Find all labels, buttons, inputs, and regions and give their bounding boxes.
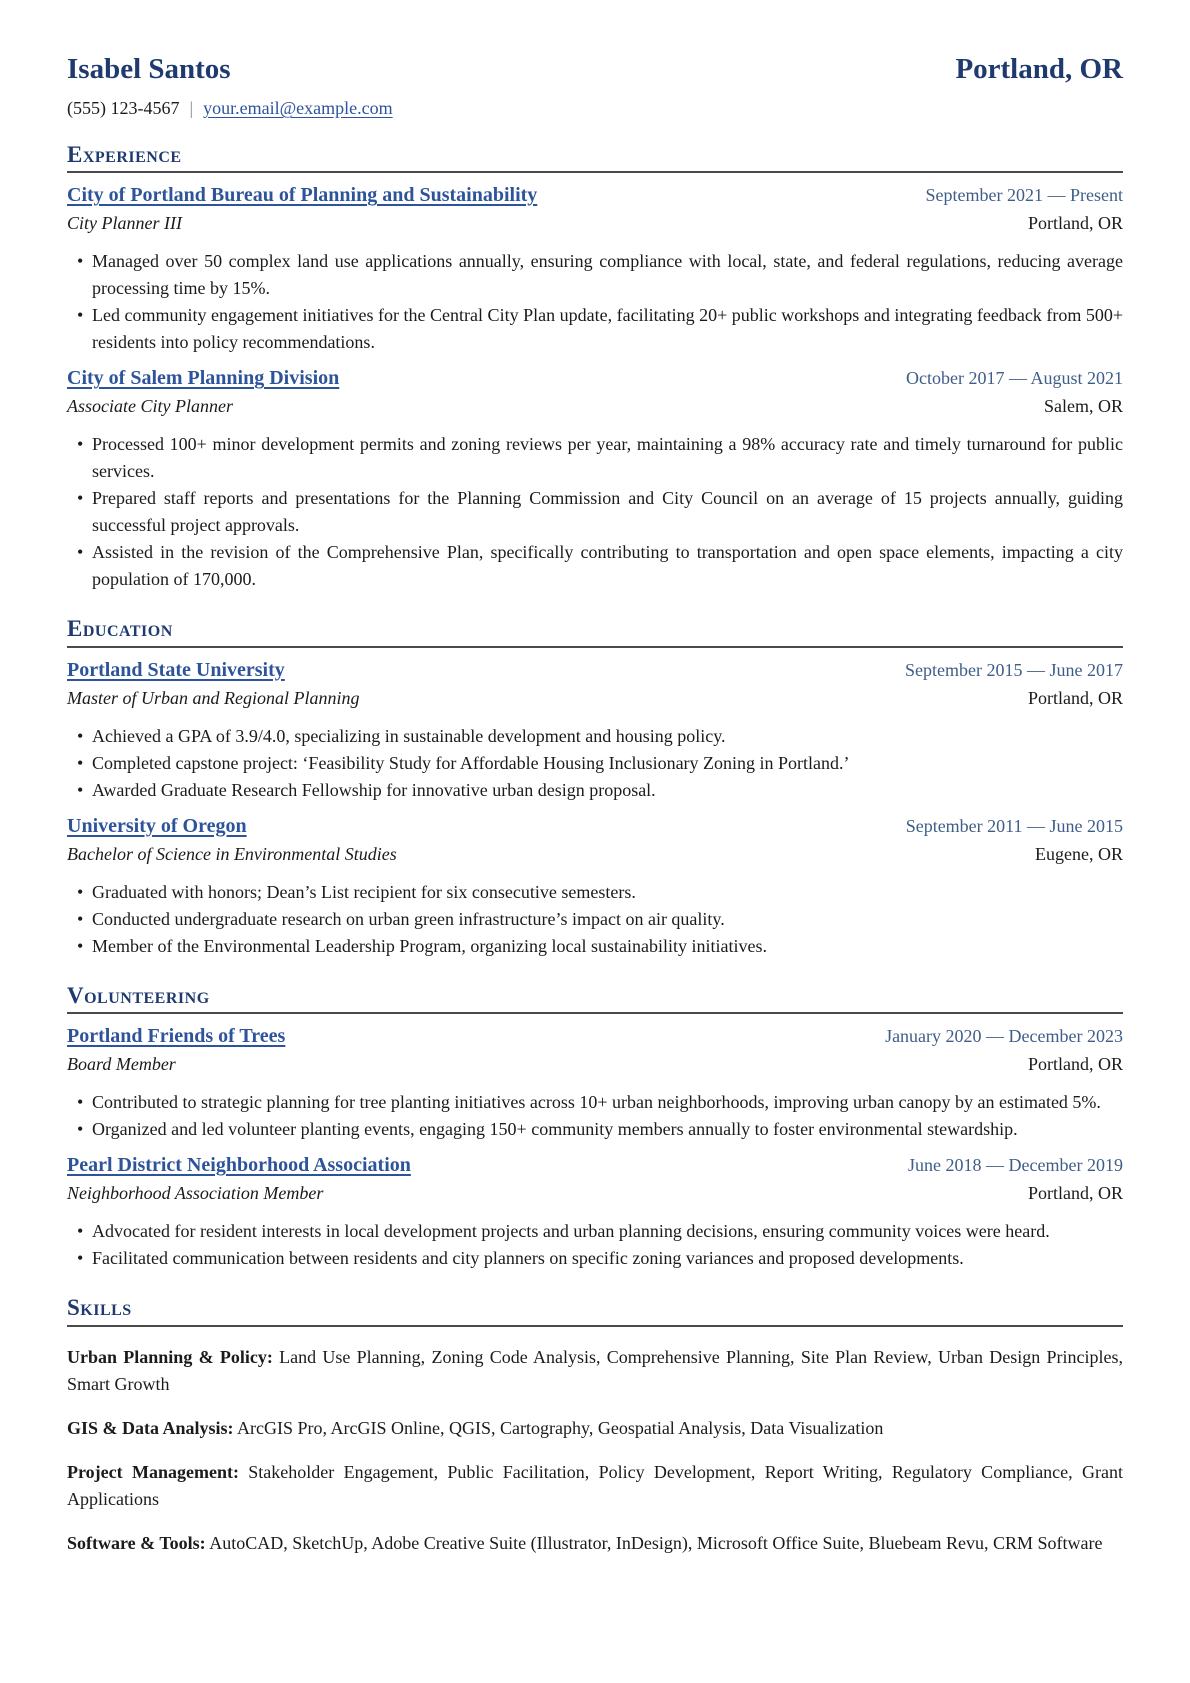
entry-bullets (67, 879, 1123, 960)
email-link[interactable]: your.email@example.com (203, 97, 393, 118)
entry-subheader (67, 1054, 1123, 1075)
entry-subheader (67, 844, 1123, 865)
entry-location: Portland, OR (1027, 213, 1123, 234)
section-experience (67, 142, 1123, 593)
section-title-education: Education (67, 616, 1123, 647)
section-title-volunteering: Volunteering (67, 983, 1123, 1014)
entry-bullet: • Assisted in the revision of the Comprehensive Plan, specifically contributing to transportation and open space elements, impacting a city population of 170,000. (92, 539, 1123, 593)
entry-location: Eugene, OR (1035, 843, 1123, 864)
experience-entry (67, 184, 1123, 356)
candidate-location: Portland, OR (955, 53, 1123, 85)
skill-line (67, 1415, 1123, 1442)
entry-bullet: • Conducted undergraduate research on urban green infrastructure’s impact on air quality. (92, 906, 1123, 933)
entry-dates: October 2017 — August 2021 (906, 368, 1123, 389)
candidate-name: Isabel Santos (67, 53, 231, 85)
entry-location: Salem, OR (1044, 396, 1123, 417)
entry-subheader (67, 213, 1123, 234)
resume-header (67, 54, 1123, 119)
entry-bullet: • Contributed to strategic planning for tree planting initiatives across 10+ urban neighborhoods, improving urban canopy by an estimated 5%. (92, 1089, 1123, 1116)
volunteering-entry (67, 1154, 1123, 1272)
skill-line (67, 1344, 1123, 1398)
skill-line (67, 1530, 1123, 1557)
education-entry (67, 659, 1123, 804)
entry-role: Associate City Planner (67, 396, 233, 417)
org-link[interactable]: City of Salem Planning Division (67, 367, 340, 390)
contact-separator: | (189, 97, 194, 118)
entry-location: Portland, OR (1027, 687, 1123, 708)
entry-bullets (67, 1089, 1123, 1143)
section-title-experience: Experience (67, 142, 1123, 173)
skill-items: ArcGIS Pro, ArcGIS Online, QGIS, Cartography, Geospatial Analysis, Data Visualization (237, 1417, 884, 1438)
skill-items: Land Use Planning, Zoning Code Analysis, Comprehensive Planning, Site Plan Review, Urban Design Principles, Smart Growth (67, 1346, 1124, 1394)
entry-dates: June 2018 — December 2019 (908, 1155, 1123, 1176)
section-skills (67, 1295, 1123, 1556)
entry-bullet: • Achieved a GPA of 3.9/4.0, specializing in sustainable development and housing policy. (92, 723, 1123, 750)
entry-header (67, 659, 1123, 682)
entry-bullet: • Prepared staff reports and presentations for the Planning Commission and City Council on an average of 15 projects annually, guiding successful project approvals. (92, 485, 1123, 539)
entry-header (67, 1154, 1123, 1177)
experience-entry (67, 367, 1123, 593)
entry-role: Board Member (67, 1054, 176, 1075)
section-title-skills: Skills (67, 1295, 1123, 1326)
entry-header (67, 815, 1123, 838)
entry-header (67, 184, 1123, 207)
entry-bullet: • Advocated for resident interests in local development projects and urban planning decisions, ensuring community voices were heard. (92, 1218, 1123, 1245)
skill-category-label: Urban Planning & Policy: (67, 1346, 273, 1367)
entry-bullet: • Graduated with honors; Dean’s List recipient for six consecutive semesters. (92, 879, 1123, 906)
entry-bullet: • Managed over 50 complex land use applications annually, ensuring compliance with local, state, and federal regulations, reducing average processing time by 15%. (92, 248, 1123, 302)
entry-location: Portland, OR (1027, 1183, 1123, 1204)
entry-bullet: • Facilitated communication between residents and city planners on specific zoning variances and proposed developments. (92, 1245, 1123, 1272)
entry-subheader (67, 688, 1123, 709)
org-link[interactable]: City of Portland Bureau of Planning and Sustainability (67, 184, 538, 207)
entry-dates: January 2020 — December 2023 (885, 1026, 1123, 1047)
entry-bullet: • Awarded Graduate Research Fellowship for innovative urban design proposal. (92, 777, 1123, 804)
org-link[interactable]: Portland Friends of Trees (67, 1025, 286, 1048)
entry-subheader (67, 1183, 1123, 1204)
entry-dates: September 2011 — June 2015 (905, 815, 1123, 836)
entry-bullets (67, 248, 1123, 356)
org-link[interactable]: Pearl District Neighborhood Association (67, 1154, 411, 1177)
skill-items: AutoCAD, SketchUp, Adobe Creative Suite (Illustrator, InDesign), Microsoft Office Suite, Bluebeam Revu, CRM Software (209, 1532, 1103, 1553)
entry-header (67, 1025, 1123, 1048)
phone-number: (555) 123-4567 (67, 97, 180, 118)
contact-line (67, 98, 1123, 119)
skill-category-label: Software & Tools: (67, 1532, 206, 1553)
entry-dates: September 2021 — Present (925, 185, 1123, 206)
section-volunteering (67, 983, 1123, 1272)
degree-name: Master of Urban and Regional Planning (67, 687, 360, 708)
header-top-row (67, 54, 1123, 86)
entry-bullet: • Led community engagement initiatives for the Central City Plan update, facilitating 20+ public workshops and integrating feedback from 500+ residents into policy recommendations. (92, 302, 1123, 356)
school-link[interactable]: University of Oregon (67, 814, 247, 837)
entry-role: Neighborhood Association Member (67, 1183, 324, 1204)
entry-bullets (67, 431, 1123, 593)
skill-items: Stakeholder Engagement, Public Facilitation, Policy Development, Report Writing, Regulatory Compliance, Grant Applications (67, 1461, 1123, 1509)
entry-bullet: • Organized and led volunteer planting events, engaging 150+ community members annually to foster environmental stewardship. (92, 1116, 1123, 1143)
education-entry (67, 815, 1123, 960)
entry-role: City Planner III (67, 213, 182, 234)
entry-bullet: • Member of the Environmental Leadership Program, organizing local sustainability initiatives. (92, 933, 1123, 960)
entry-bullet: • Processed 100+ minor development permits and zoning reviews per year, maintaining a 98% accuracy rate and timely turnaround for public services. (92, 431, 1123, 485)
skill-category-label: GIS & Data Analysis: (67, 1417, 234, 1438)
entry-bullets (67, 1218, 1123, 1272)
entry-location: Portland, OR (1027, 1054, 1123, 1075)
skill-category-label: Project Management: (67, 1461, 239, 1482)
entry-header (67, 367, 1123, 390)
entry-dates: September 2015 — June 2017 (905, 659, 1123, 680)
skill-line (67, 1459, 1123, 1513)
section-education (67, 616, 1123, 959)
volunteering-entry (67, 1025, 1123, 1143)
entry-bullets (67, 723, 1123, 804)
school-link[interactable]: Portland State University (67, 658, 285, 681)
entry-bullet: • Completed capstone project: ‘Feasibility Study for Affordable Housing Inclusionary Zoning in Portland.’ (92, 750, 1123, 777)
degree-name: Bachelor of Science in Environmental Studies (67, 843, 397, 864)
entry-subheader (67, 396, 1123, 417)
